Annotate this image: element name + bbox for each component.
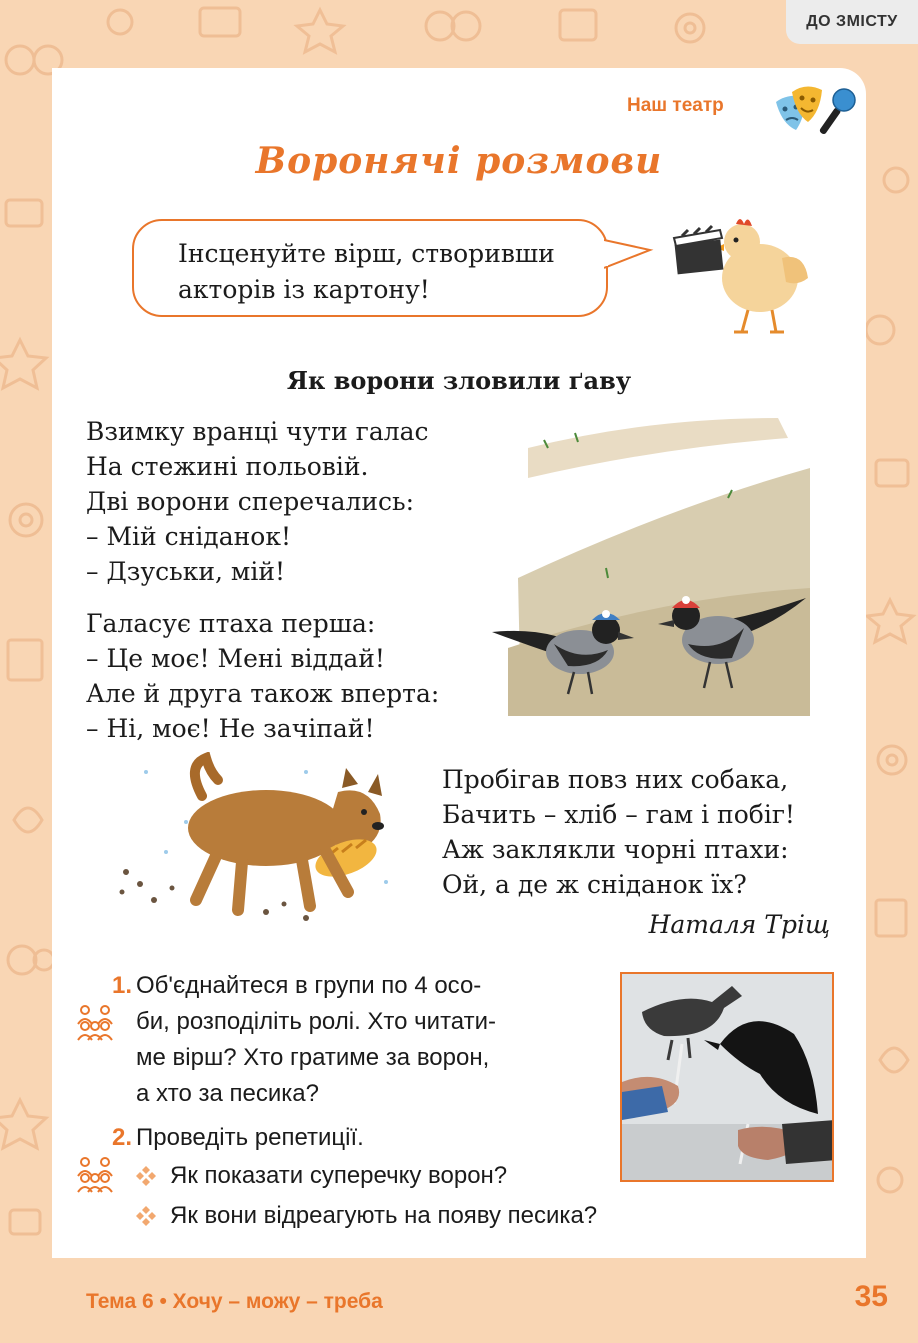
group-icon [74,1156,116,1194]
poem-author: Наталя Тріщ [648,910,830,939]
page-number: 35 [854,1280,888,1313]
contents-link[interactable]: ДО ЗМІСТУ [786,0,918,44]
page-title: Воронячі розмови [255,140,663,182]
poem-stanza-2 [86,606,439,746]
task-2-text [136,1120,364,1156]
poem-line: Аж заклякли чорні птахи: [442,835,789,864]
poem-line: – Дзуськи, мій! [86,557,286,586]
task-2-bullet: Як вони відреагують на появу песика? [170,1202,598,1229]
poem-line: – Це моє! Мені віддай! [86,644,385,673]
dog-with-bread-illustration [106,752,396,924]
task-number-1: 1. [112,972,133,999]
task-2-bullet: Як показати суперечку ворон? [170,1162,508,1189]
poem-line: Галасує птаха перша: [86,609,376,638]
poem-line: – Ні, моє! Не зачіпай! [86,714,375,743]
poem-line: Ой, а де ж сніданок їх? [442,870,747,899]
speech-bubble-tail [604,236,654,276]
task-line: а хто за песика? [136,1080,319,1107]
task-line: ме вірш? Хто гратиме за ворон, [136,1044,490,1071]
theatre-masks-icon [770,82,856,140]
section-label: Наш театр [627,95,724,116]
task-line: Проведіть репетиції. [136,1124,364,1151]
bubble-line: акторів із картону! [178,275,430,304]
poem-line: Дві ворони сперечались: [86,487,415,516]
poem-stanza-3 [442,762,795,902]
poem-stanza-1 [86,414,429,589]
speech-bubble-text [178,236,598,308]
task-line: Об'єднайтеся в групи по 4 осо- [136,972,482,999]
poem-line: На стежині польовій. [86,452,369,481]
task-1-text [136,968,496,1112]
poem-line: – Мій сніданок! [86,522,291,551]
hen-with-clapperboard-illustration [672,206,808,336]
poem-title: Як ворони зловили ґаву [286,366,632,395]
footer-theme: Тема 6 • Хочу – можу – треба [86,1290,383,1313]
poem-line: Пробігав повз них собака, [442,765,789,794]
poem-line: Бачить – хліб – гам і побіг! [442,800,795,829]
group-icon [74,1004,116,1042]
crows-illustration [488,408,810,716]
crow-puppets-photo [620,972,834,1182]
poem-line: Але й друга також вперта: [86,679,440,708]
diamond-bullet-icon [134,1164,158,1188]
task-line: би, розподіліть ролі. Хто читати- [136,1008,496,1035]
poem-line: Взимку вранці чути галас [86,417,429,446]
diamond-bullet-icon [134,1204,158,1228]
microphone-icon [819,89,855,135]
task-number-2: 2. [112,1124,133,1151]
bubble-line: Інсценуйте вірш, створивши [178,239,555,268]
